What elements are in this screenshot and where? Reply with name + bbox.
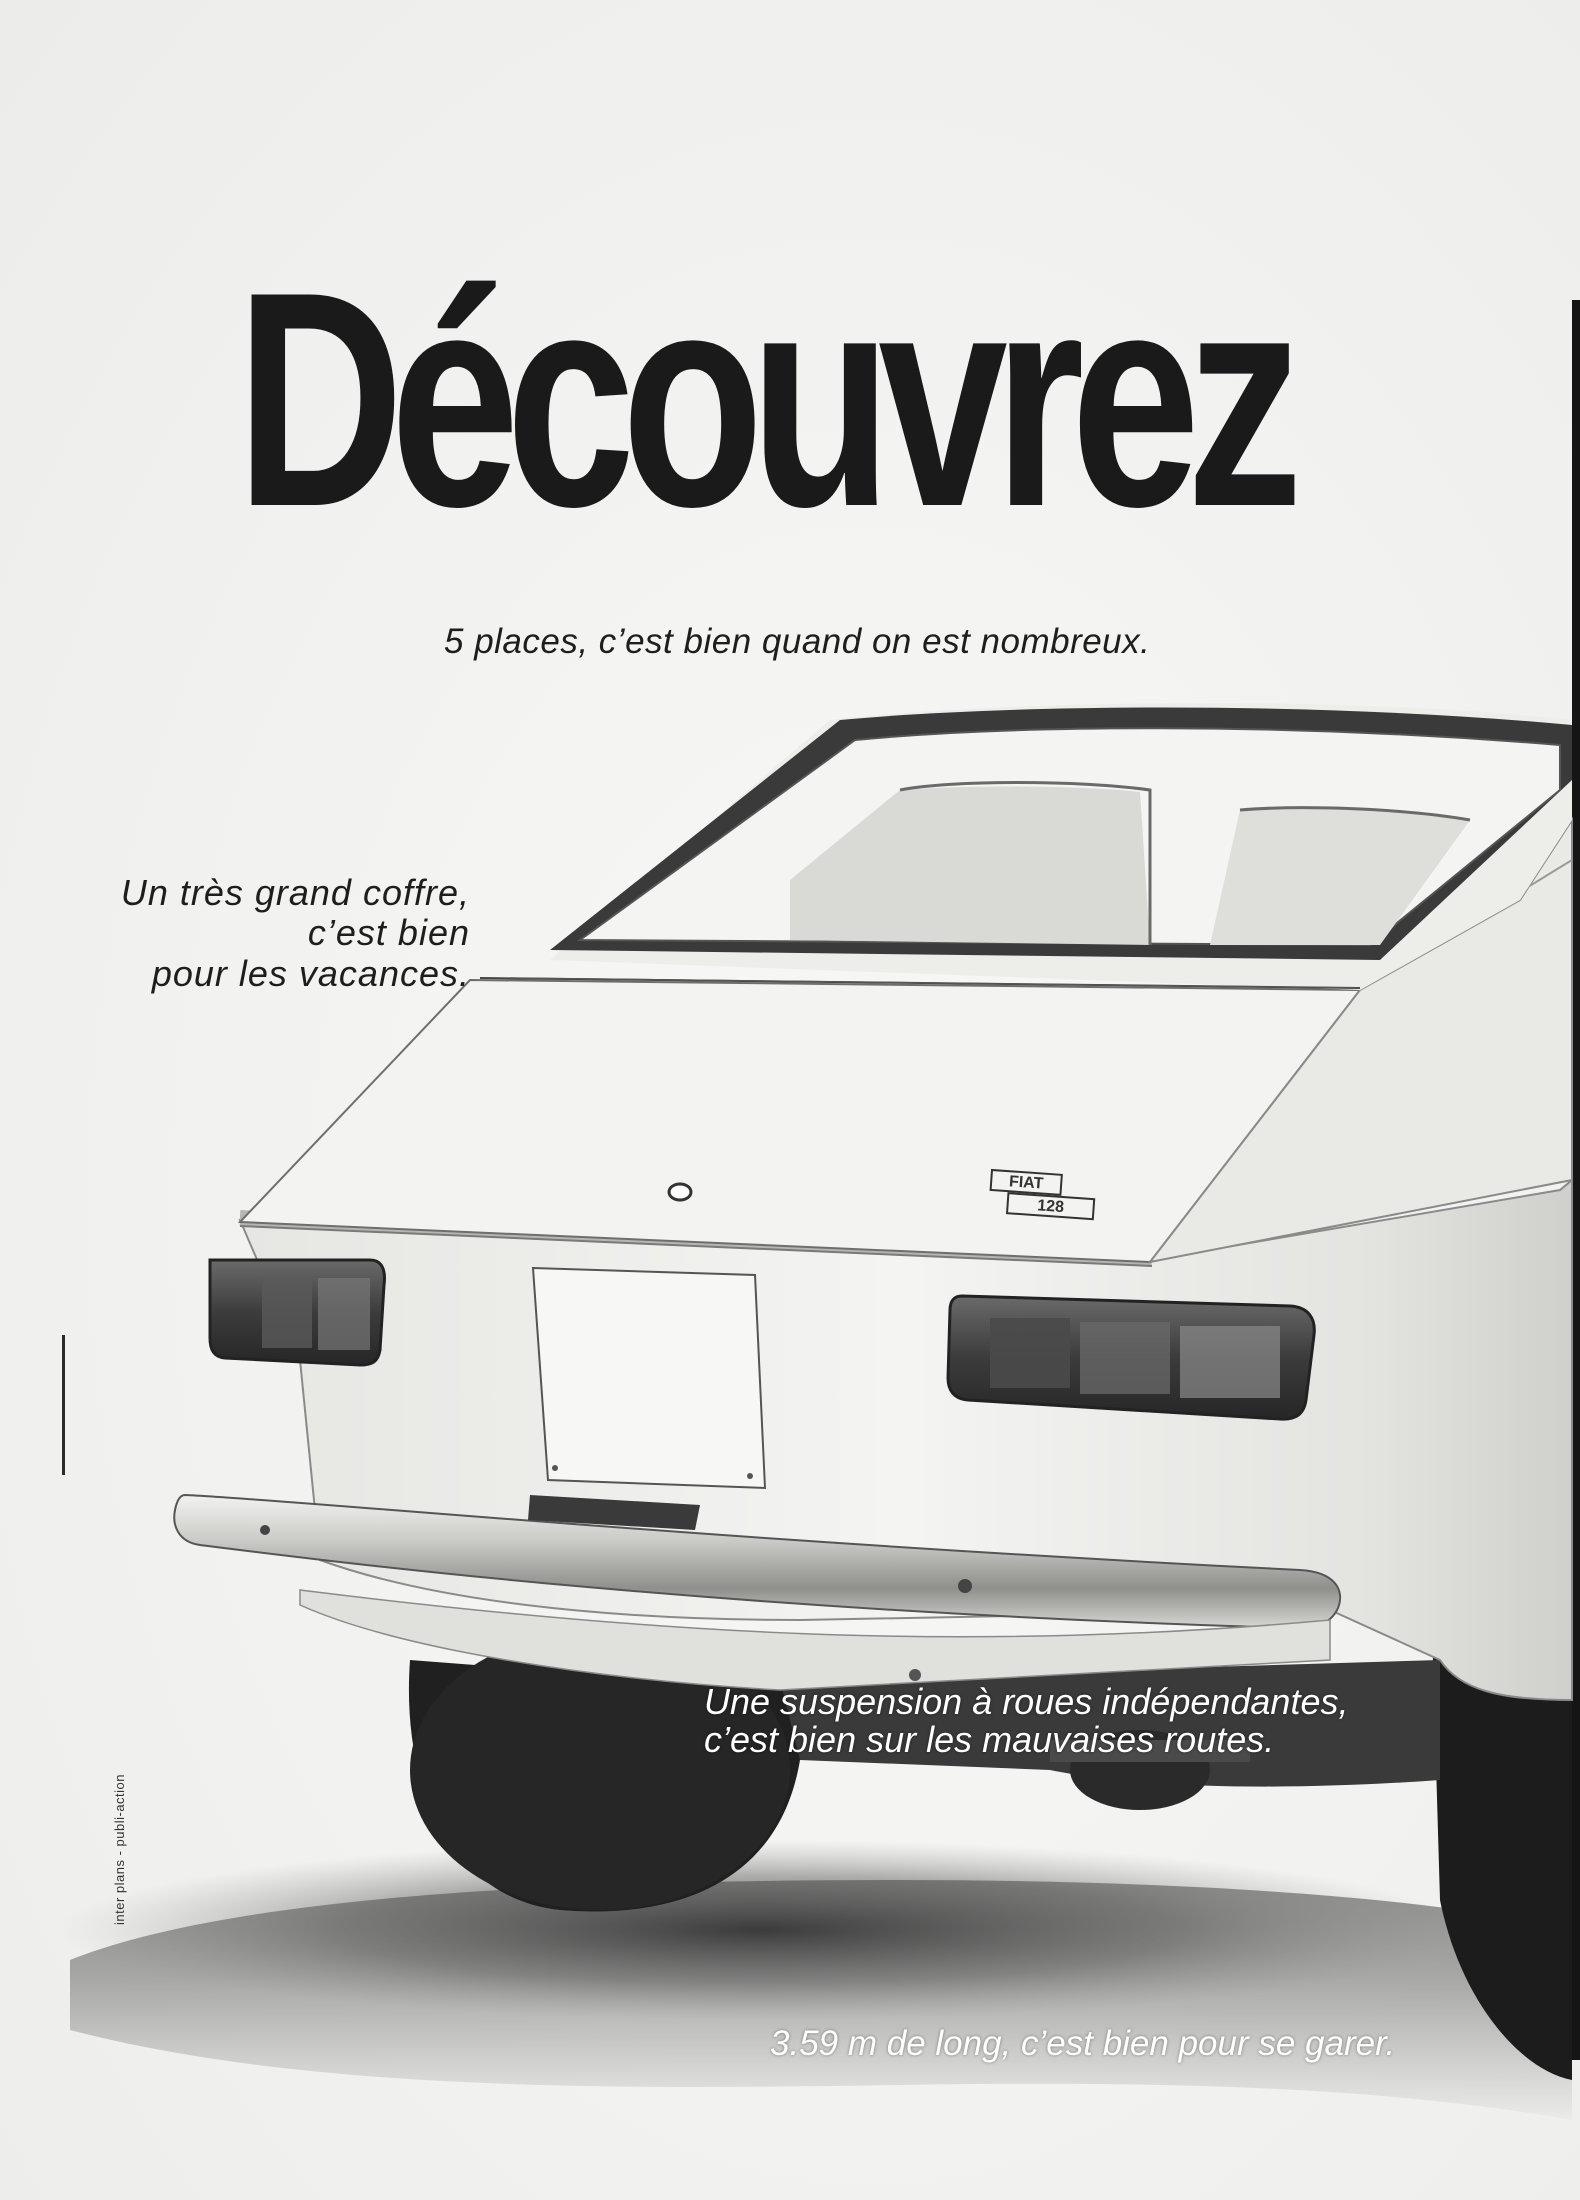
- caption-suspension-line: Une suspension à roues indépendantes,: [704, 1681, 1349, 1722]
- caption-trunk-line: c’est bien: [307, 912, 470, 954]
- ground-shadow: [60, 1840, 1572, 2120]
- badge-line-2: 128: [1036, 1197, 1065, 1217]
- caption-seats: 5 places, c’est bien quand on est nombreux.: [444, 622, 1151, 661]
- headline: Découvrez: [236, 228, 1290, 570]
- badge-line-1: FIAT: [1008, 1173, 1044, 1193]
- caption-trunk-line: pour les vacances.: [151, 952, 470, 994]
- caption-trunk-line: Un très grand coffre,: [120, 872, 470, 913]
- caption-suspension: [704, 1683, 1348, 1759]
- left-tail-lamp: [210, 1260, 384, 1365]
- caption-suspension-line: c’est bien sur les mauvaises routes.: [704, 1718, 1275, 1760]
- right-tail-lamp: [948, 1296, 1314, 1419]
- caption-length: 3.59 m de long, c’est bien pour se garer.: [770, 2024, 1396, 2063]
- license-plate: [533, 1268, 765, 1488]
- agency-credit: inter plans - publi-action: [112, 1773, 127, 1925]
- caption-trunk: [121, 873, 470, 994]
